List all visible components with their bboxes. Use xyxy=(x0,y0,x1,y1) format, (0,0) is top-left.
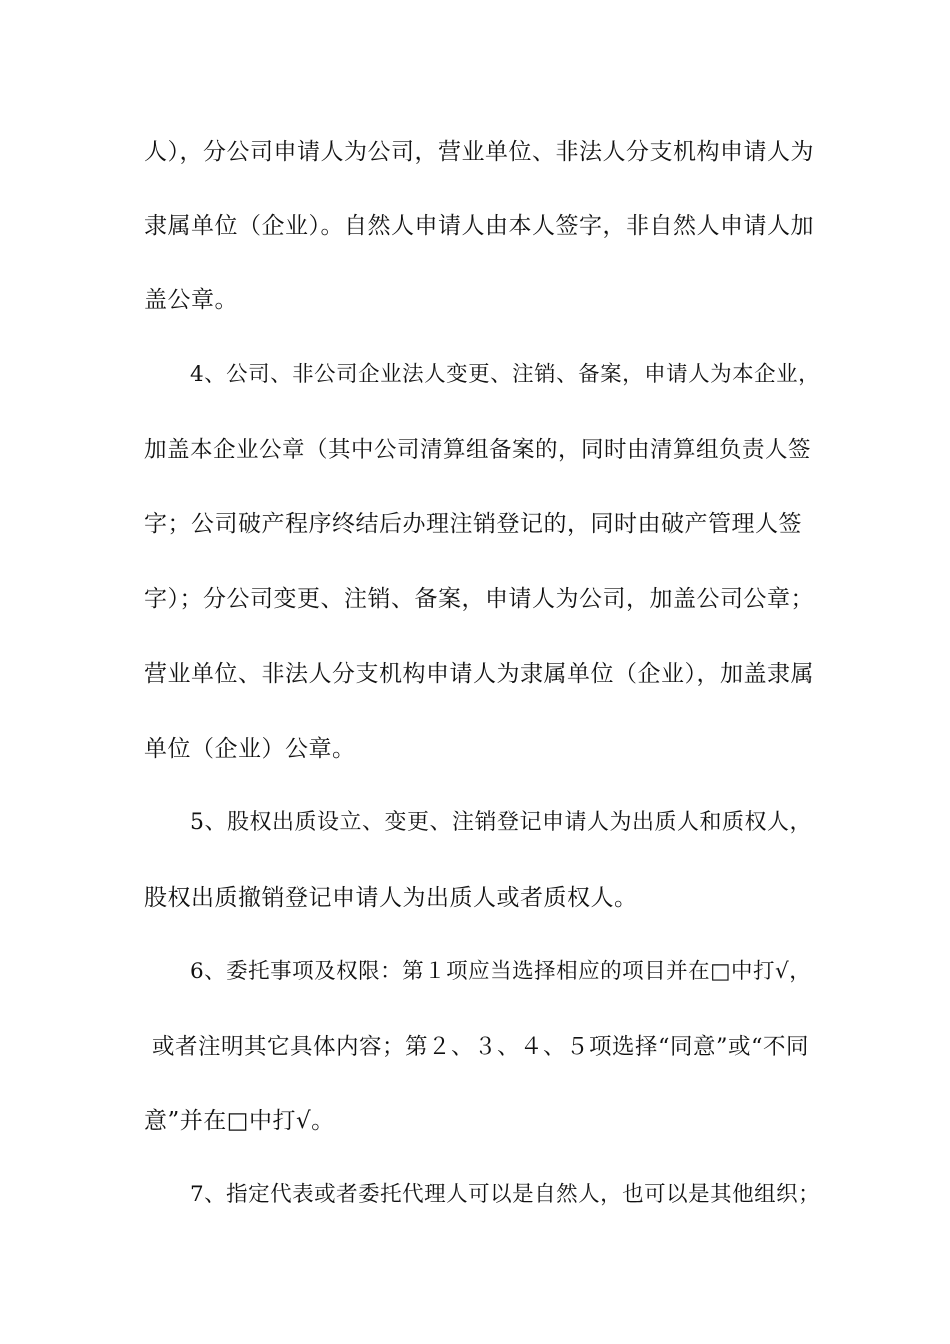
text-line-10: 5、股权出质设立、变更、注销登记申请人为出质人和质权人， xyxy=(190,810,812,835)
text-line-9: 单位（企业）公章。 xyxy=(144,736,356,762)
text-line-12: 6、委托事项及权限：第１项应当选择相应的项目并在□中打√， xyxy=(190,959,812,984)
text-line-15: 7、指定代表或者委托代理人可以是自然人，也可以是其他组织； xyxy=(190,1182,821,1207)
text-line-2: 隶属单位（企业）。自然人申请人由本人签字，非自然人申请人加 xyxy=(144,213,814,239)
text-line-8: 营业单位、非法人分支机构申请人为隶属单位（企业），加盖隶属 xyxy=(144,661,814,687)
text-line-6: 字；公司破产程序终结后办理注销登记的，同时由破产管理人签 xyxy=(144,511,802,537)
text-line-7: 字）；分公司变更、注销、备案，申请人为公司，加盖公司公章； xyxy=(144,586,814,612)
text-line-13: 或者注明其它具体内容；第２、３、４、５项选择“同意”或“不同 xyxy=(152,1034,810,1060)
text-line-5: 加盖本企业公章（其中公司清算组备案的，同时由清算组负责人签 xyxy=(144,437,812,463)
text-line-3: 盖公章。 xyxy=(144,287,238,313)
text-line-4: 4、公司、非公司企业法人变更、注销、备案，申请人为本企业， xyxy=(190,362,821,387)
text-line-1: 人），分公司申请人为公司，营业单位、非法人分支机构申请人为 xyxy=(144,139,814,165)
text-line-11: 股权出质撤销登记申请人为出质人或者质权人。 xyxy=(144,885,638,911)
text-line-14: 意”并在□中打√。 xyxy=(144,1108,335,1134)
